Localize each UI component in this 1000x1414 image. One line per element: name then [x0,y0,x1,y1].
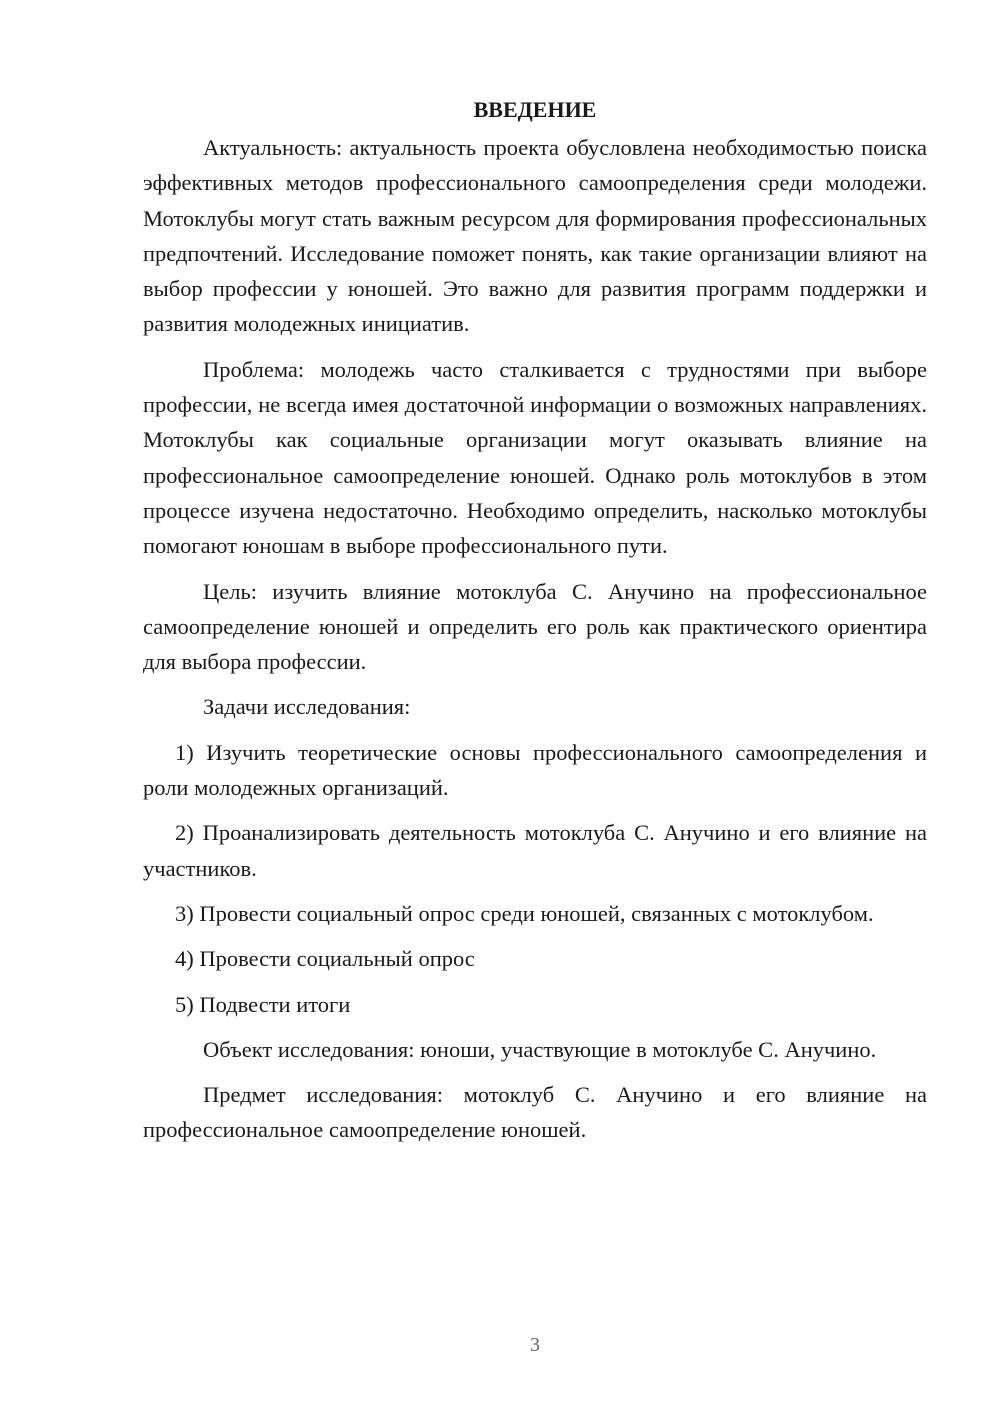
list-item: 3) Провести социальный опрос среди юношей, связанных с мотоклубом. [175,900,874,926]
list-item: 1) Изучить теоретические основы профессионального самоопределения и роли молодежных организаций. [143,739,927,801]
list-item: 5) Подвести итоги [175,991,351,1017]
page-number: 3 [530,1334,540,1356]
relevance-paragraph: Актуальность: актуальность проекта обусловлена необходимостью поиска эффективных методов профессионального самоопределения среди молодежи. Мотоклубы могут стать важным ресурсом для формирования профессиональных предпочтений. Исследование поможет понять, как такие организации влияют на выбор профессии у юношей. Это важно для развития программ поддержки и развития молодежных инициатив. [143,135,927,337]
object-paragraph: Объект исследования: юноши, участвующие в мотоклубе С. Анучино. [203,1036,877,1062]
list-item: 2) Проанализировать деятельность мотоклуба С. Анучино и его влияние на участников. [143,820,927,881]
goal-paragraph: Цель: изучить влияние мотоклуба С. Анучино на профессиональное самоопределение юношей и определить его роль как практического ориентира для выбора профессии. [143,578,927,675]
problem-paragraph: Проблема: молодежь часто сталкивается с трудностями при выборе профессии, не всегда имея достаточной информации о возможных направлениях. Мотоклубы как социальные организации могут оказывать влияние на профессиональное самоопределение юношей. Однако роль мотоклубов в этом процессе изучена недостаточно. Необходимо определить, насколько мотоклубы помогают юношам в выборе профессионального пути. [143,356,927,559]
subject-paragraph: Предмет исследования: мотоклуб С. Анучино и его влияние на профессиональное самоопределение юношей. [143,1082,927,1143]
list-item: 4) Провести социальный опрос [175,946,475,972]
tasks-heading: Задачи исследования: [203,694,411,720]
page-title: ВВЕДЕНИЕ [473,97,597,122]
document-page [143,92,927,1158]
